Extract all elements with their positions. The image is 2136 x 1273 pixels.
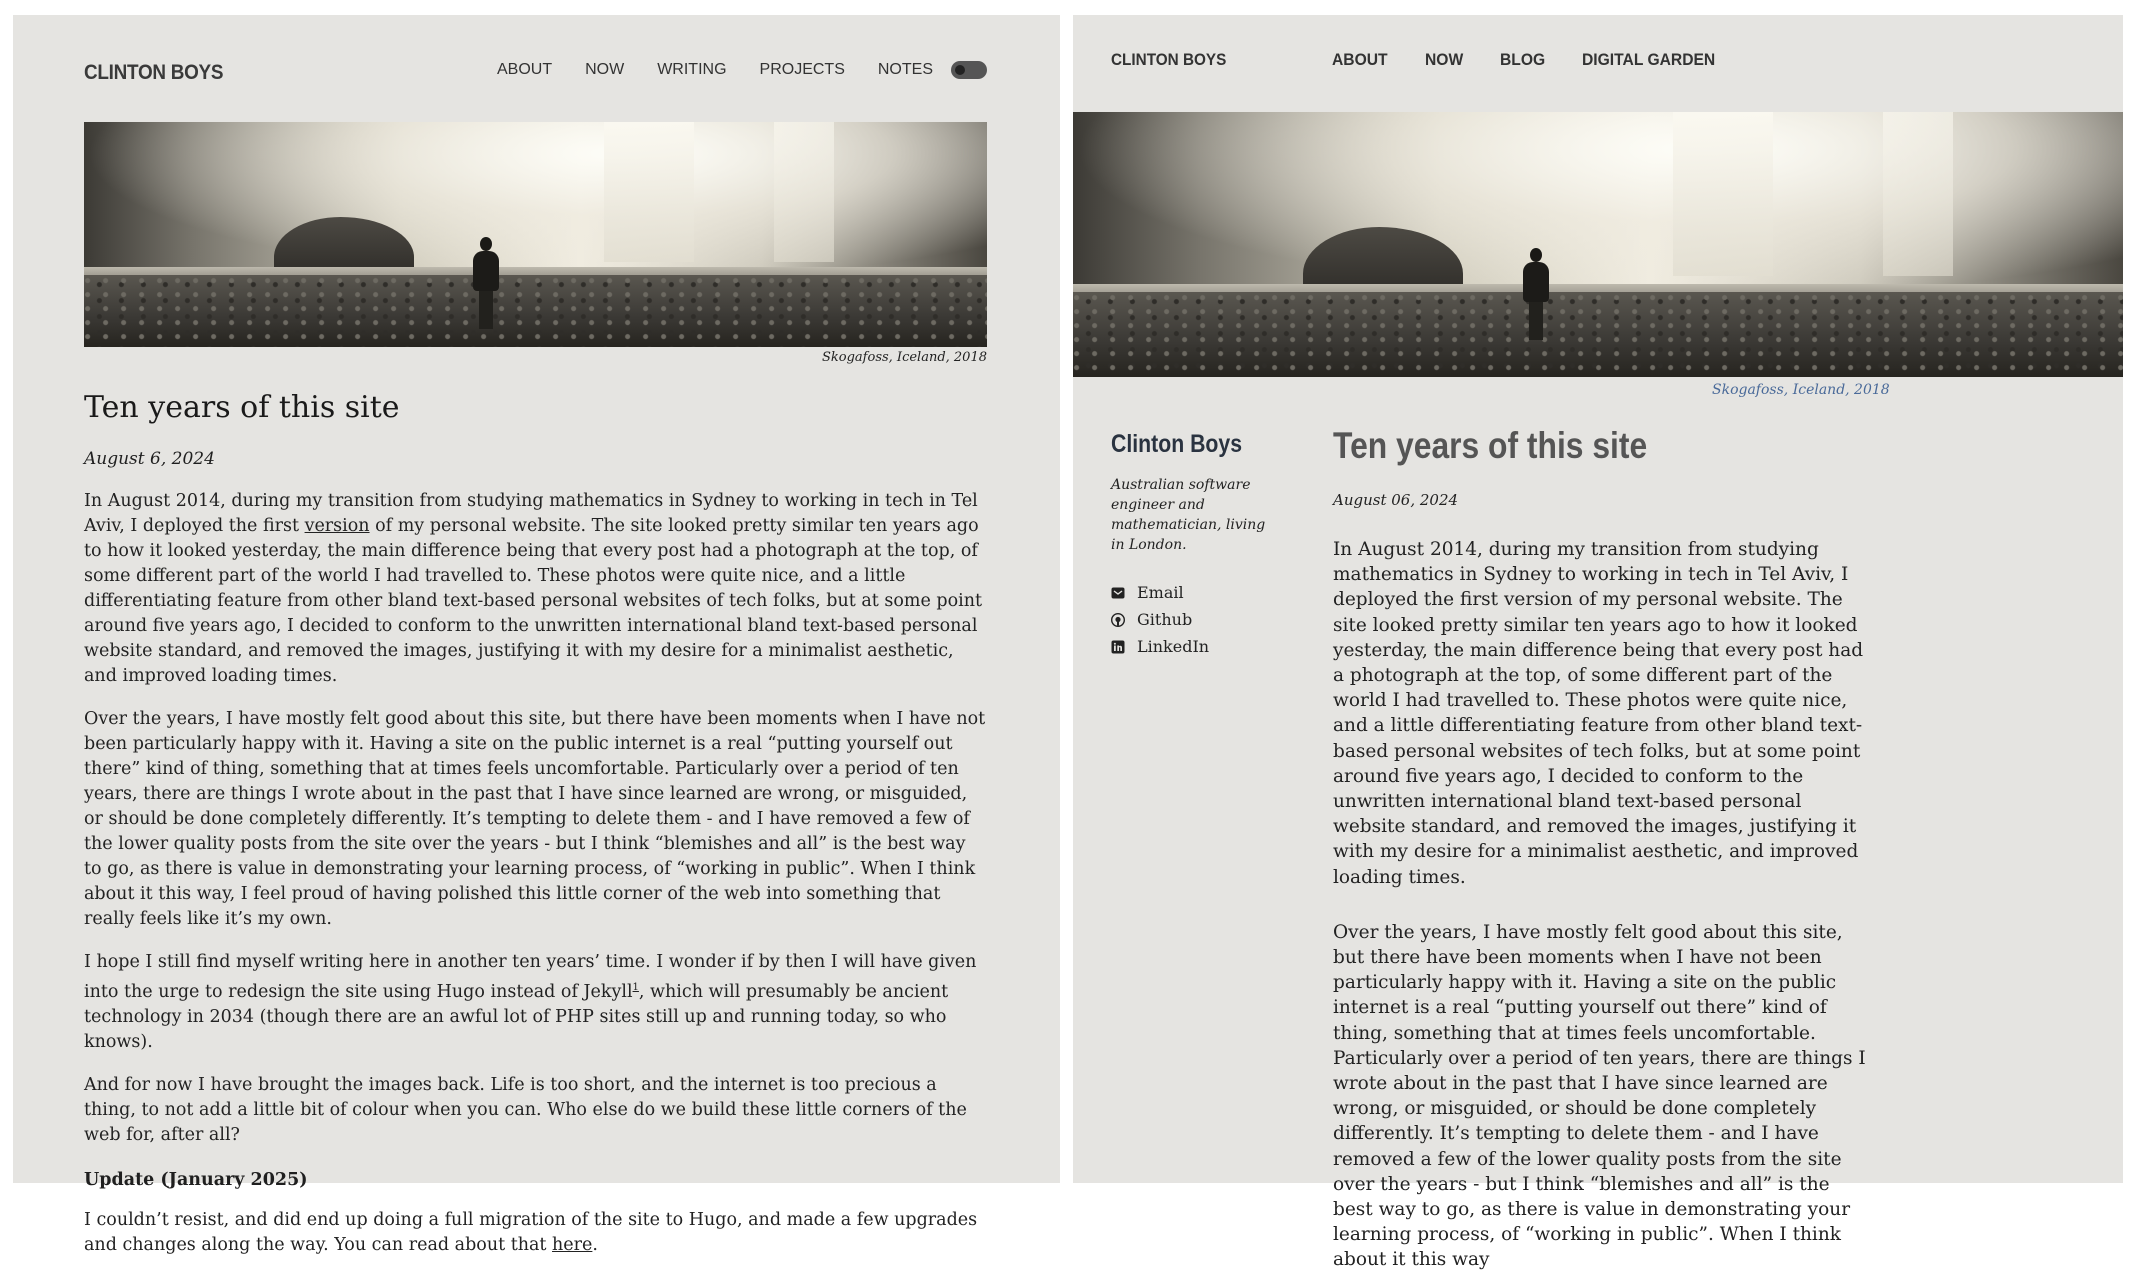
nav-blog-old[interactable]: BLOG	[1500, 50, 1546, 69]
article-title: Ten years of this site	[84, 390, 400, 425]
paragraph-5	[84, 1208, 987, 1258]
waterfall	[604, 122, 694, 262]
nav-projects[interactable]: PROJECTS	[759, 61, 845, 78]
update-heading: Update (January 2025)	[84, 1169, 308, 1190]
paragraph-1-text-a: In August 2014, during my transition from studying mathematics in Sydney to working in tech in Tel Aviv, I deployed the first	[84, 491, 978, 536]
site-logo[interactable]: CLINTON BOYS	[84, 61, 224, 84]
article-title-old: Ten years of this site	[1333, 425, 1648, 466]
paragraph-2: Over the years, I have mostly felt good about this site, but there have been moments when I have not been particularly happy with it. Having a site on the public internet is a real “putting yourself out there” kind of thing, something that at times feels uncomfortable. Particularly over a period of ten years, there are things I wrote about in the past that I have since learned are wrong, or misguided, or should be done completely differently. It’s tempting to delete them - and I have removed a few of the lower quality posts from the site over the years - but I think “blemishes and all” is the best way to go, as there is value in demonstrating your learning process, of “working in public”. When I think about it this way, I feel proud of having polished this little corner of the web into something that really feels like it’s my own.	[84, 709, 986, 929]
hero-image	[84, 122, 987, 347]
mist	[84, 122, 987, 280]
paragraph-1	[84, 489, 987, 689]
author-sidebar	[1111, 430, 1271, 660]
article-old	[1333, 425, 1873, 1273]
github-icon	[1111, 613, 1125, 627]
here-link[interactable]: here	[552, 1234, 593, 1255]
paragraph-5-text-a: I couldn’t resist, and did end up doing a full migration of the site to Hugo, and made a few upgrades and changes along the way. You can read about that	[84, 1209, 978, 1255]
main-nav	[464, 61, 987, 79]
person-silhouette	[1523, 248, 1549, 340]
github-link[interactable]	[1111, 606, 1271, 633]
linkedin-label: LinkedIn	[1137, 637, 1210, 656]
paragraph-1-text-b: of my personal website. The site looked pretty similar ten years ago to how it looked yesterday, the main difference being that every post had a photograph at the top, of some different part of the world I had travelled to. These photos were quite nice, and a little differentiating feature from other bland text-based personal websites of tech folks, but at some point around five years ago, I decided to conform to the unwritten international bland text-based personal website standard, and removed the images, justifying it with my desire for a minimalist aesthetic, and improved loading times.	[84, 516, 983, 686]
version-link[interactable]: version	[304, 516, 370, 536]
nav-now[interactable]: NOW	[585, 61, 625, 78]
waterfall-2	[1883, 112, 1953, 276]
nav-about-old[interactable]: ABOUT	[1332, 50, 1388, 69]
theme-toggle[interactable]	[951, 61, 987, 79]
github-label: Github	[1137, 610, 1193, 629]
site-logo-old[interactable]: CLINTON BOYS	[1111, 50, 1227, 69]
site-header-old	[1111, 50, 1811, 90]
author-bio: Australian software engineer and mathematician, living in London.	[1111, 477, 1266, 553]
envelope-icon	[1111, 586, 1125, 600]
rocky-ground	[1073, 292, 2123, 377]
rocky-ground	[84, 275, 987, 347]
person-silhouette	[473, 237, 499, 329]
nav-writing[interactable]: WRITING	[657, 61, 727, 78]
linkedin-icon	[1111, 640, 1125, 654]
paragraph-4: And for now I have brought the images back. Life is too short, and the internet is too precious a thing, to not add a little bit of colour when you can. Who else do we build these little corners of the web for, after all?	[84, 1074, 967, 1145]
right-screenshot-panel	[1073, 15, 2123, 1271]
paragraph-3-text-b: , which will presumably be ancient technology in 2034 (though there are an awful lot of PHP sites still up and running today, so who knows).	[84, 981, 949, 1052]
email-label: Email	[1137, 583, 1184, 602]
footnote-link[interactable]: 1	[632, 982, 639, 993]
mist	[1073, 112, 2123, 298]
left-screenshot-panel	[13, 15, 1060, 1255]
article-date: August 6, 2024	[84, 449, 215, 469]
waterfall	[1673, 112, 1773, 276]
paragraph-1-old: In August 2014, during my transition from studying mathematics in Sydney to working in tech in Tel Aviv, I deployed the first version of my personal website. The site looked pretty similar ten years ago to how it looked yesterday, the main difference being that every post had a photograph at the top, of some different part of the world I had travelled to. These photos were quite nice, and a little differentiating feature from other bland text-based personal websites of tech folks, but at some point around five years ago, I decided to conform to the unwritten international bland text-based personal website standard, and removed the images, justifying it with my desire for a minimalist aesthetic, and improved loading times.	[1333, 539, 1864, 888]
nav-notes[interactable]: NOTES	[877, 61, 933, 78]
hero-image-old	[1073, 112, 2123, 377]
article	[84, 390, 987, 1258]
site-header	[84, 43, 987, 103]
email-link[interactable]	[1111, 579, 1271, 606]
toggle-knob	[955, 65, 965, 75]
article-date-old: August 06, 2024	[1333, 491, 1459, 509]
social-links	[1111, 579, 1271, 660]
image-caption: Skogafoss, Iceland, 2018	[822, 350, 987, 365]
paragraph-3-text-a: I hope I still find myself writing here in another ten years’ time. I wonder if by then I will have given into the urge to redesign the site using Hugo instead of Jekyll	[84, 952, 977, 1002]
nav-digital-garden-old[interactable]: DIGITAL GARDEN	[1582, 50, 1716, 69]
paragraph-5-text-b: .	[592, 1234, 598, 1255]
nav-about[interactable]: ABOUT	[496, 61, 553, 78]
linkedin-link[interactable]	[1111, 633, 1271, 660]
paragraph-2-old: Over the years, I have mostly felt good about this site, but there have been moments when I have not been particularly happy with it. Having a site on the public internet is a real “putting yourself out there” kind of thing, something that at times feels uncomfortable. Particularly over a period of ten years, there are things I wrote about in the past that I have since learned are wrong, or misguided, or should be done completely differently. It’s tempting to delete them - and I have removed a few of the lower quality posts from the site over the years - but I think “blemishes and all” is the best way to go, as there is value in demonstrating your learning process, of “working in public”. When I think about it this way	[1333, 921, 1866, 1271]
author-name: Clinton Boys	[1111, 430, 1243, 458]
image-caption-old: Skogafoss, Iceland, 2018	[1712, 382, 1890, 398]
main-nav-old	[1332, 50, 1760, 70]
nav-now-old[interactable]: NOW	[1425, 50, 1464, 69]
waterfall-2	[774, 122, 834, 262]
paragraph-3	[84, 950, 987, 1055]
